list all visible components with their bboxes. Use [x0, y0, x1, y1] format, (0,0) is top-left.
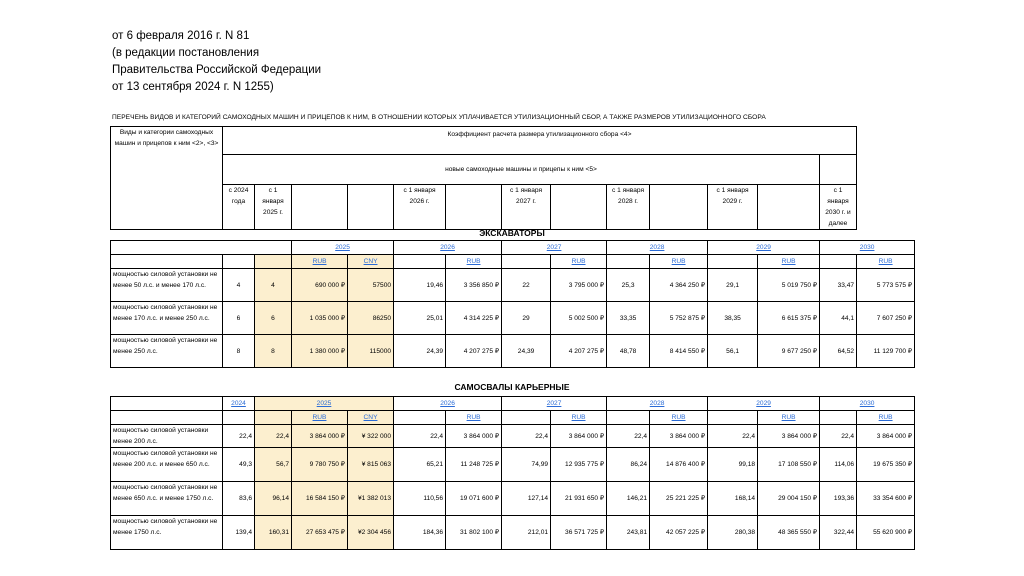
table-row	[111, 425, 915, 448]
blank	[708, 411, 758, 425]
coef-2028: 48,78	[607, 335, 650, 368]
blank	[223, 255, 255, 269]
new-machines-header: новые самоходные машины и прицепы к ним <5>	[223, 155, 820, 185]
coef-2026: 110,56	[394, 482, 446, 516]
rub-2026: 4 207 275 ₽	[446, 335, 502, 368]
coef-2029: 99,18	[708, 448, 758, 482]
coef-2025: 6	[255, 302, 292, 335]
coef-2024: 49,3	[223, 448, 255, 482]
cny-2025: 86250	[348, 302, 394, 335]
coef-2030: 114,06	[820, 448, 857, 482]
rub-2028: 14 876 400 ₽	[650, 448, 708, 482]
coef-2024: 83,6	[223, 482, 255, 516]
currency-cny-2025[interactable]: CNY	[348, 255, 394, 269]
section-title-excavators: ЭКСКАВАТОРЫ	[479, 228, 545, 238]
coef-header: Коэффициент расчета размера утилизационного сбора <4>	[223, 127, 857, 155]
period-2024: с 2024 года	[223, 185, 255, 230]
cny-2025: ¥1 382 013	[348, 482, 394, 516]
rub-2027: 21 931 650 ₽	[551, 482, 607, 516]
period-blank	[446, 185, 502, 230]
coef-2024: 6	[223, 302, 255, 335]
list-title: ПЕРЕЧЕНЬ ВИДОВ И КАТЕГОРИЙ САМОХОДНЫХ МАШИН И ПРИЦЕПОВ К НИМ, В ОТНОШЕНИИ КОТОРЫХ УПЛАЧИВАЕТСЯ УТИЛИЗАЦИОННЫЙ СБОР, А ТАКЖЕ РАЗМЕРОВ УТИЛИЗАЦИОННОГО СБОРА	[112, 114, 766, 121]
currency-rub-2027[interactable]: RUB	[551, 411, 607, 425]
coef-2024: 4	[223, 269, 255, 302]
coef-2026: 24,39	[394, 335, 446, 368]
coef-2030: 64,52	[820, 335, 857, 368]
coef-2026: 22,4	[394, 425, 446, 448]
coef-2030: 33,47	[820, 269, 857, 302]
year-link-2026[interactable]: 2026	[394, 241, 502, 255]
year-link-2030[interactable]: 2030	[820, 397, 915, 411]
row-label: мощностью силовой установки не менее 50 л.с. и менее 170 л.с.	[111, 269, 223, 302]
rub-2029: 6 615 375 ₽	[758, 302, 820, 335]
coef-2030: 44,1	[820, 302, 857, 335]
rub-2030: 7 607 250 ₽	[857, 302, 915, 335]
year-link-2028[interactable]: 2028	[607, 241, 708, 255]
coef-2025: 8	[255, 335, 292, 368]
coef-2029: 38,35	[708, 302, 758, 335]
coef-2030: 22,4	[820, 425, 857, 448]
coef-2030: 322,44	[820, 516, 857, 550]
excavators-table	[110, 240, 915, 368]
header-empty	[820, 155, 857, 185]
blank	[394, 411, 446, 425]
table-row	[111, 335, 915, 368]
year-link-2030[interactable]: 2030	[820, 241, 915, 255]
header-line-3: Правительства Российской Федерации	[112, 64, 322, 76]
currency-rub-2026[interactable]: RUB	[446, 411, 502, 425]
rub-2025: 16 584 150 ₽	[292, 482, 348, 516]
cny-2025: ¥2 304 456	[348, 516, 394, 550]
coef-2024: 139,4	[223, 516, 255, 550]
rub-2026: 11 248 725 ₽	[446, 448, 502, 482]
rub-2030: 19 675 350 ₽	[857, 448, 915, 482]
rub-2025: 9 780 750 ₽	[292, 448, 348, 482]
rub-2029: 3 864 000 ₽	[758, 425, 820, 448]
rub-2025: 27 653 475 ₽	[292, 516, 348, 550]
currency-rub-2028[interactable]: RUB	[650, 255, 708, 269]
rub-2025: 690 000 ₽	[292, 269, 348, 302]
coef-2029: 29,1	[708, 269, 758, 302]
rub-2028: 3 864 000 ₽	[650, 425, 708, 448]
year-link-2028[interactable]: 2028	[607, 397, 708, 411]
year-link-2027[interactable]: 2027	[502, 397, 607, 411]
coef-2026: 184,36	[394, 516, 446, 550]
year-link-2029[interactable]: 2029	[708, 241, 820, 255]
coef-2025: 96,14	[255, 482, 292, 516]
rub-2029: 9 677 250 ₽	[758, 335, 820, 368]
blank	[607, 255, 650, 269]
rub-2027: 36 571 725 ₽	[551, 516, 607, 550]
period-blank	[348, 185, 394, 230]
cny-2025: 57500	[348, 269, 394, 302]
currency-rub-2029[interactable]: RUB	[758, 255, 820, 269]
currency-rub-2028[interactable]: RUB	[650, 411, 708, 425]
coef-2025: 22,4	[255, 425, 292, 448]
blank	[111, 241, 292, 255]
currency-rub-2025[interactable]: RUB	[292, 411, 348, 425]
rub-2030: 5 773 575 ₽	[857, 269, 915, 302]
rub-2030: 11 129 700 ₽	[857, 335, 915, 368]
coef-2030: 193,36	[820, 482, 857, 516]
header-table	[110, 126, 857, 230]
row-label: мощностью силовой установки не менее 200 л.с. и менее 650 л.с.	[111, 448, 223, 482]
period-blank	[292, 185, 348, 230]
currency-rub-2030[interactable]: RUB	[857, 255, 915, 269]
coef-2024: 8	[223, 335, 255, 368]
row-label: мощностью силовой установки не менее 170 л.с. и менее 250 л.с.	[111, 302, 223, 335]
rub-2029: 29 004 150 ₽	[758, 482, 820, 516]
coef-2025: 56,7	[255, 448, 292, 482]
currency-rub-2025[interactable]: RUB	[292, 255, 348, 269]
year-link-2025[interactable]: 2025	[292, 241, 394, 255]
coef-2027: 24,39	[502, 335, 551, 368]
rub-2025: 1 035 000 ₽	[292, 302, 348, 335]
coef-2027: 22	[502, 269, 551, 302]
currency-cny-2025[interactable]: CNY	[348, 411, 394, 425]
coef-2027: 212,01	[502, 516, 551, 550]
rub-2030: 3 864 000 ₽	[857, 425, 915, 448]
blank	[255, 255, 292, 269]
rub-2025: 1 380 000 ₽	[292, 335, 348, 368]
coef-2028: 22,4	[607, 425, 650, 448]
blank	[607, 411, 650, 425]
rub-2026: 3 864 000 ₽	[446, 425, 502, 448]
currency-rub-2029[interactable]: RUB	[758, 411, 820, 425]
rub-2025: 3 864 000 ₽	[292, 425, 348, 448]
table-row	[111, 516, 915, 550]
blank	[820, 411, 857, 425]
header-line-1: от 6 февраля 2016 г. N 81	[112, 30, 250, 42]
table-row	[111, 482, 915, 516]
table-row	[111, 269, 915, 302]
coef-2025: 4	[255, 269, 292, 302]
rub-2028: 42 057 225 ₽	[650, 516, 708, 550]
rub-2029: 48 365 550 ₽	[758, 516, 820, 550]
coef-2029: 56,1	[708, 335, 758, 368]
coef-2026: 65,21	[394, 448, 446, 482]
blank	[255, 411, 292, 425]
rub-2027: 5 002 500 ₽	[551, 302, 607, 335]
rub-2028: 5 752 875 ₽	[650, 302, 708, 335]
dumptrucks-table	[110, 396, 915, 550]
blank	[394, 255, 446, 269]
rub-2027: 3 864 000 ₽	[551, 425, 607, 448]
rub-2026: 19 071 600 ₽	[446, 482, 502, 516]
rub-2030: 55 620 900 ₽	[857, 516, 915, 550]
rub-2027: 3 795 000 ₽	[551, 269, 607, 302]
coef-2025: 160,31	[255, 516, 292, 550]
period-2028: с 1 января 2028 г.	[607, 185, 650, 230]
coef-2028: 86,24	[607, 448, 650, 482]
cny-2025: 115000	[348, 335, 394, 368]
rub-2027: 12 935 775 ₽	[551, 448, 607, 482]
rub-2028: 25 221 225 ₽	[650, 482, 708, 516]
blank	[708, 255, 758, 269]
currency-rub-2026[interactable]: RUB	[446, 255, 502, 269]
table-row	[111, 448, 915, 482]
section-title-dumptrucks: САМОСВАЛЫ КАРЬЕРНЫЕ	[454, 382, 570, 392]
rub-2028: 4 364 250 ₽	[650, 269, 708, 302]
coef-2028: 146,21	[607, 482, 650, 516]
coef-2027: 127,14	[502, 482, 551, 516]
coef-2027: 22,4	[502, 425, 551, 448]
header-line-4: от 13 сентября 2024 г. N 1255)	[112, 81, 274, 93]
period-2027: с 1 января 2027 г.	[502, 185, 551, 230]
cny-2025: ¥ 815 063	[348, 448, 394, 482]
rub-2028: 8 414 550 ₽	[650, 335, 708, 368]
header-line-2: (в редакции постановления	[112, 47, 260, 59]
row-label: мощностью силовой установки не менее 250 л.с.	[111, 335, 223, 368]
year-link-2029[interactable]: 2029	[708, 397, 820, 411]
coef-2029: 22,4	[708, 425, 758, 448]
period-blank	[758, 185, 820, 230]
coef-2028: 33,35	[607, 302, 650, 335]
rub-2029: 5 019 750 ₽	[758, 269, 820, 302]
coef-2024: 22,4	[223, 425, 255, 448]
period-2026: с 1 января 2026 г.	[394, 185, 446, 230]
year-link-2026[interactable]: 2026	[394, 397, 502, 411]
period-2025: с 1 января 2025 г.	[255, 185, 292, 230]
period-2029: с 1 января 2029 г.	[708, 185, 758, 230]
document-header	[112, 28, 321, 96]
blank	[502, 255, 551, 269]
rub-2026: 4 314 225 ₽	[446, 302, 502, 335]
row-label: мощностью силовой установки менее 200 л.с.	[111, 425, 223, 448]
rub-2029: 17 108 550 ₽	[758, 448, 820, 482]
currency-rub-2027[interactable]: RUB	[551, 255, 607, 269]
year-link-2025[interactable]: 2025	[255, 397, 394, 411]
period-blank	[650, 185, 708, 230]
period-blank	[551, 185, 607, 230]
row-label: мощностью силовой установки не менее 1750 л.с.	[111, 516, 223, 550]
blank	[820, 255, 857, 269]
table-row	[111, 302, 915, 335]
blank	[111, 397, 223, 411]
cny-2025: ¥ 322 000	[348, 425, 394, 448]
blank	[111, 255, 223, 269]
blank	[502, 411, 551, 425]
rub-2030: 33 354 600 ₽	[857, 482, 915, 516]
row-label: мощностью силовой установки не менее 650 л.с. и менее 1750 л.с.	[111, 482, 223, 516]
currency-rub-2030[interactable]: RUB	[857, 411, 915, 425]
coef-2029: 280,38	[708, 516, 758, 550]
year-link-2024[interactable]: 2024	[223, 397, 255, 411]
period-2030: с 1 января 2030 г. и далее	[820, 185, 857, 230]
rub-2026: 31 802 100 ₽	[446, 516, 502, 550]
blank	[111, 411, 223, 425]
coef-2026: 19,46	[394, 269, 446, 302]
blank	[223, 411, 255, 425]
rub-2026: 3 356 850 ₽	[446, 269, 502, 302]
coef-2027: 29	[502, 302, 551, 335]
coef-2029: 168,14	[708, 482, 758, 516]
coef-2027: 74,99	[502, 448, 551, 482]
rub-2027: 4 207 275 ₽	[551, 335, 607, 368]
coef-2026: 25,01	[394, 302, 446, 335]
kinds-header: Виды и категории самоходных машин и прицепов к ним <2>, <3>	[111, 127, 223, 230]
year-link-2027[interactable]: 2027	[502, 241, 607, 255]
coef-2028: 243,81	[607, 516, 650, 550]
coef-2028: 25,3	[607, 269, 650, 302]
